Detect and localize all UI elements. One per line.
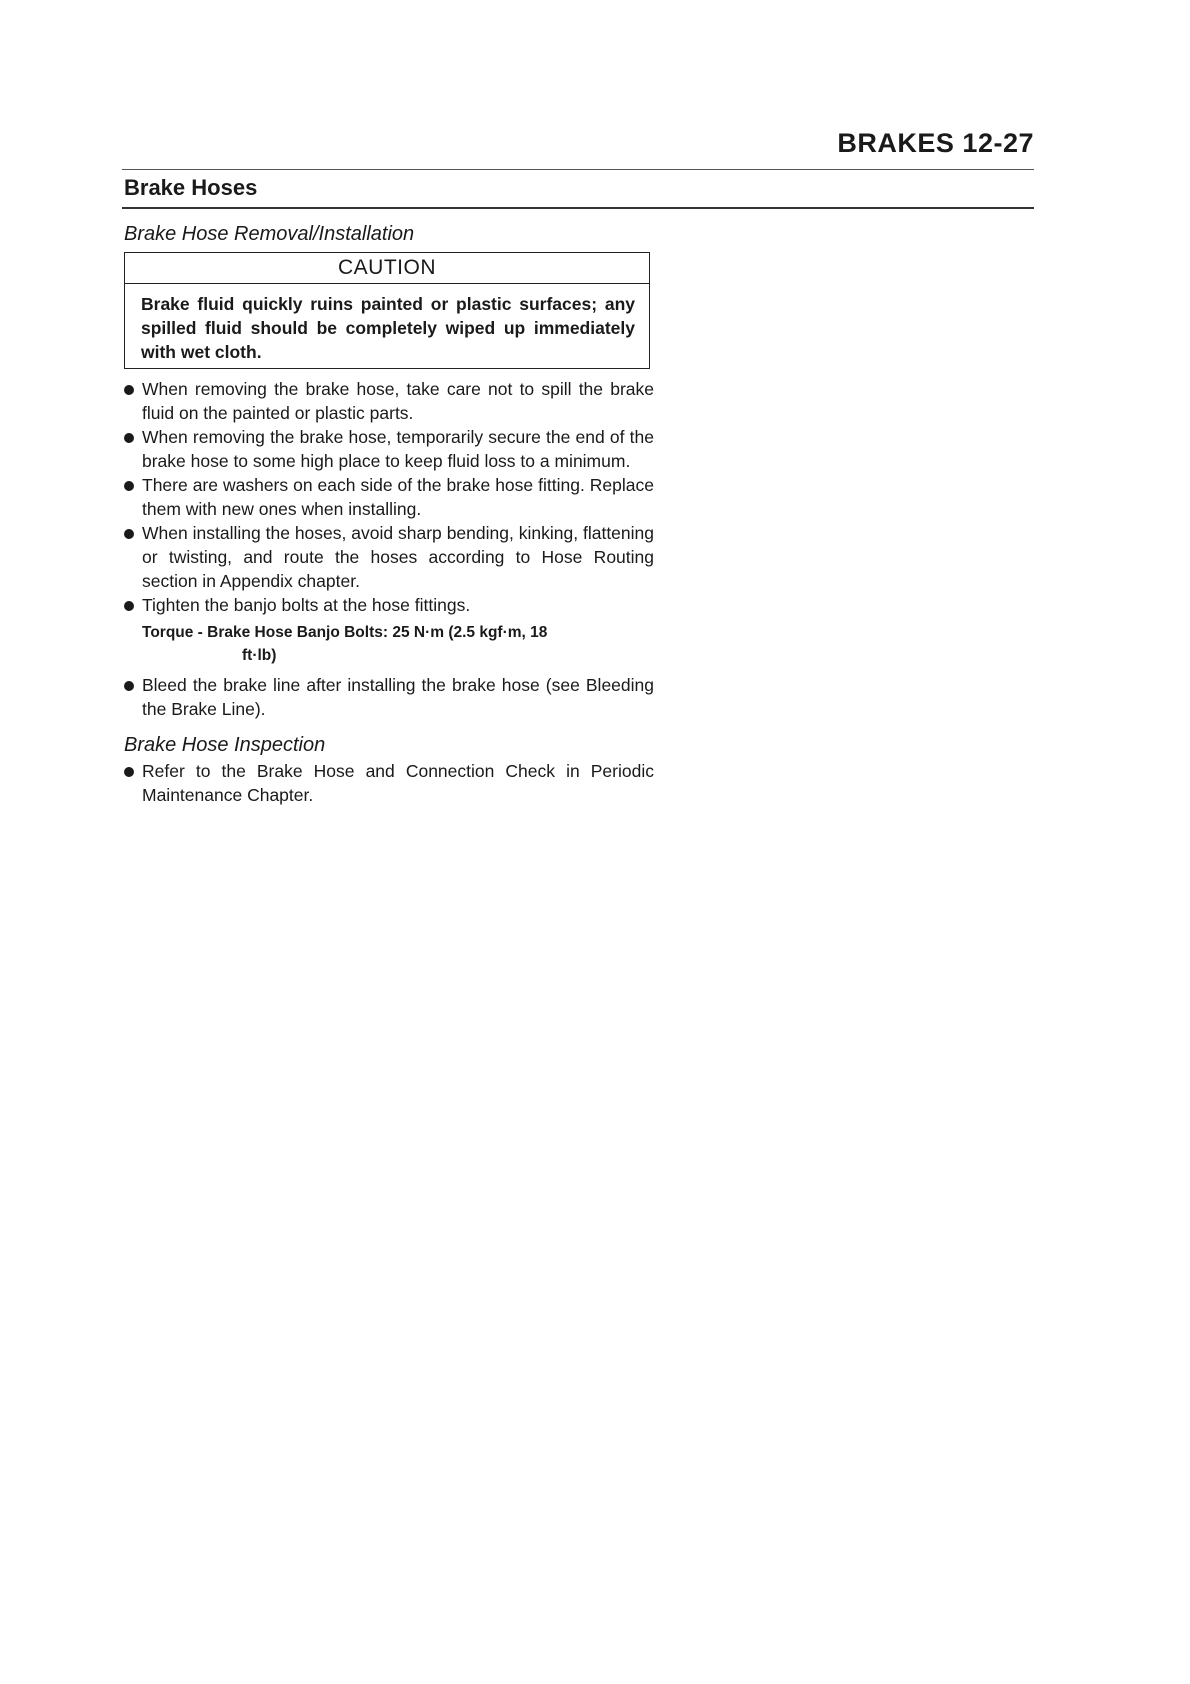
section-title: Brake Hoses xyxy=(124,175,258,200)
list-item-text: Bleed the brake line after installing the brake hose (see Bleeding the Brake Line). xyxy=(142,675,654,719)
page-header: BRAKES 12-27 xyxy=(837,128,1034,158)
list-item-text: Refer to the Brake Hose and Connection Check in Periodic Maintenance Chapter. xyxy=(142,761,654,805)
list-item-text: When installing the hoses, avoid sharp bending, kinking, flattening or twisting, and route the hoses according to Hose Routing section in Appendix chapter. xyxy=(142,523,654,591)
list-item xyxy=(124,521,654,593)
list-item-text: When removing the brake hose, take care not to spill the brake fluid on the painted or plastic parts. xyxy=(142,379,654,423)
list-item-text: When removing the brake hose, temporarily secure the end of the brake hose to some high place to keep fluid loss to a minimum. xyxy=(142,427,654,471)
bullet-icon xyxy=(124,481,134,491)
header-rule xyxy=(122,169,1034,170)
bullet-icon xyxy=(124,681,134,691)
list-item-text: There are washers on each side of the brake hose fitting. Replace them with new ones when installing. xyxy=(142,475,654,519)
inspection-heading: Brake Hose Inspection xyxy=(124,734,326,756)
bleed-bullets xyxy=(124,673,654,721)
bullet-icon xyxy=(124,601,134,611)
content-column xyxy=(124,220,654,807)
caution-title: CAUTION xyxy=(125,253,649,284)
list-item xyxy=(124,425,654,473)
torque-line-2: ft·lb) xyxy=(242,647,277,664)
removal-heading: Brake Hose Removal/Installation xyxy=(124,223,415,245)
removal-bullets xyxy=(124,377,654,617)
list-item xyxy=(124,759,654,807)
bullet-icon xyxy=(124,529,134,539)
list-item xyxy=(124,673,654,721)
torque-line-1: Torque - Brake Hose Banjo Bolts: 25 N·m (2.5 kgf·m, 18 xyxy=(142,624,548,641)
bullet-icon xyxy=(124,767,134,777)
list-item-text: Tighten the banjo bolts at the hose fittings. xyxy=(142,595,471,615)
list-item xyxy=(124,473,654,521)
caution-text: Brake fluid quickly ruins painted or plastic surfaces; any spilled fluid should be completely wiped up immediately with wet cloth. xyxy=(141,294,635,362)
caution-box xyxy=(124,252,650,369)
torque-spec xyxy=(142,621,654,667)
list-item xyxy=(124,377,654,425)
bullet-icon xyxy=(124,433,134,443)
inspection-bullets xyxy=(124,759,654,807)
bullet-icon xyxy=(124,385,134,395)
section-rule xyxy=(122,207,1034,209)
list-item xyxy=(124,593,654,617)
